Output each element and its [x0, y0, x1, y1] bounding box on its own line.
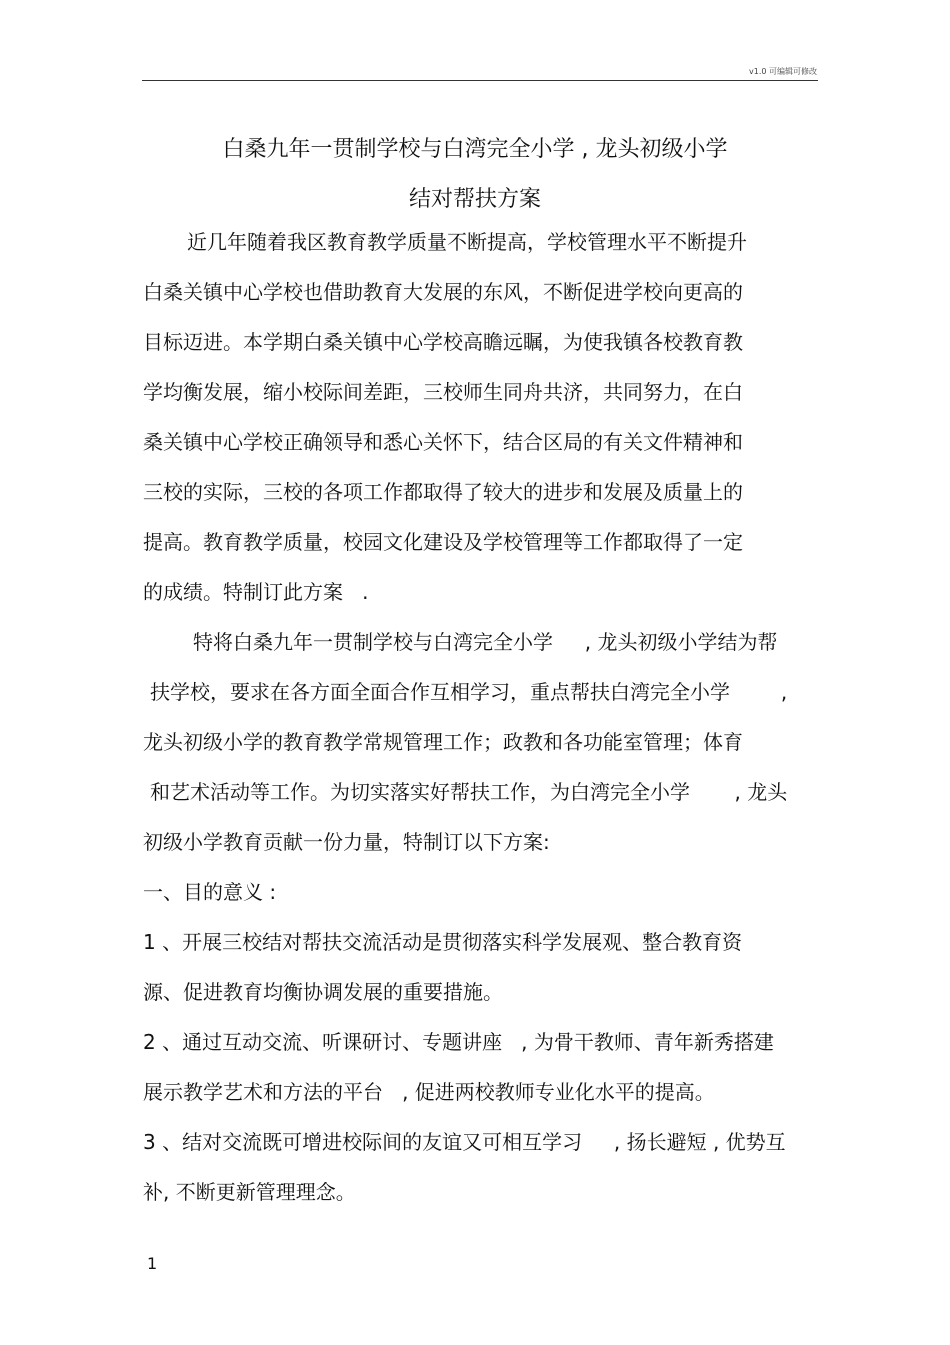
- body-line: 提高。教育教学质量，校园文化建设及学校管理等工作都取得了一定: [143, 530, 743, 554]
- section-heading: 一、目的意义 :: [143, 880, 277, 904]
- list-item: 1 、开展三校结对帮扶交流活动是贯彻落实科学发展观、整合教育资: [143, 930, 743, 954]
- body-line: 的成绩。特制订此方案 .: [143, 580, 369, 604]
- body-line: 目标迈进。本学期白桑关镇中心学校高瞻远瞩，为使我镇各校教育教: [143, 330, 743, 354]
- body-line: 桑关镇中心学校正确领导和悉心关怀下，结合区局的有关文件精神和: [143, 430, 743, 454]
- body-line: 初级小学教育贡献一份力量，特制订以下方案:: [143, 830, 550, 854]
- body-line: 近几年随着我区教育教学质量不断提高，学校管理水平不断提升: [187, 230, 747, 254]
- list-item-continuation: 补, 不断更新管理理念。: [143, 1180, 356, 1204]
- list-item: 2 、通过互动交流、听课研讨、专题讲座 , 为骨干教师、青年新秀搭建: [143, 1030, 774, 1054]
- body-line: 白桑关镇中心学校也借助教育大发展的东风，不断促进学校向更高的: [143, 280, 743, 304]
- body-line: 扶学校，要求在各方面全面合作互相学习，重点帮扶白湾完全小学 ,: [150, 680, 788, 704]
- body-line: 龙头初级小学的教育教学常规管理工作；政教和各功能室管理；体育: [143, 730, 743, 754]
- header-rule: [142, 80, 818, 81]
- body-line: 三校的实际，三校的各项工作都取得了较大的进步和发展及质量上的: [143, 480, 743, 504]
- body-line: 特将白桑九年一贯制学校与白湾完全小学 , 龙头初级小学结为帮: [193, 630, 778, 654]
- document-title-line-1: 白桑九年一贯制学校与白湾完全小学 , 龙头初级小学: [222, 137, 728, 162]
- list-item-continuation: 源、促进教育均衡协调发展的重要措施。: [143, 980, 503, 1004]
- page-number: 1: [147, 1254, 158, 1273]
- version-tag: v1.0 可编辑可修改: [749, 67, 817, 76]
- document-title-line-2: 结对帮扶方案: [408, 187, 541, 212]
- list-item-continuation: 展示教学艺术和方法的平台 , 促进两校教师专业化水平的提高。: [143, 1080, 715, 1104]
- body-line: 和艺术活动等工作。为切实落实好帮扶工作，为白湾完全小学 , 龙头: [150, 780, 788, 804]
- body-line: 学均衡发展，缩小校际间差距，三校师生同舟共济，共同努力，在白: [143, 380, 743, 404]
- list-item: 3 、结对交流既可增进校际间的友谊又可相互学习 , 扬长避短 , 优势互: [143, 1130, 786, 1154]
